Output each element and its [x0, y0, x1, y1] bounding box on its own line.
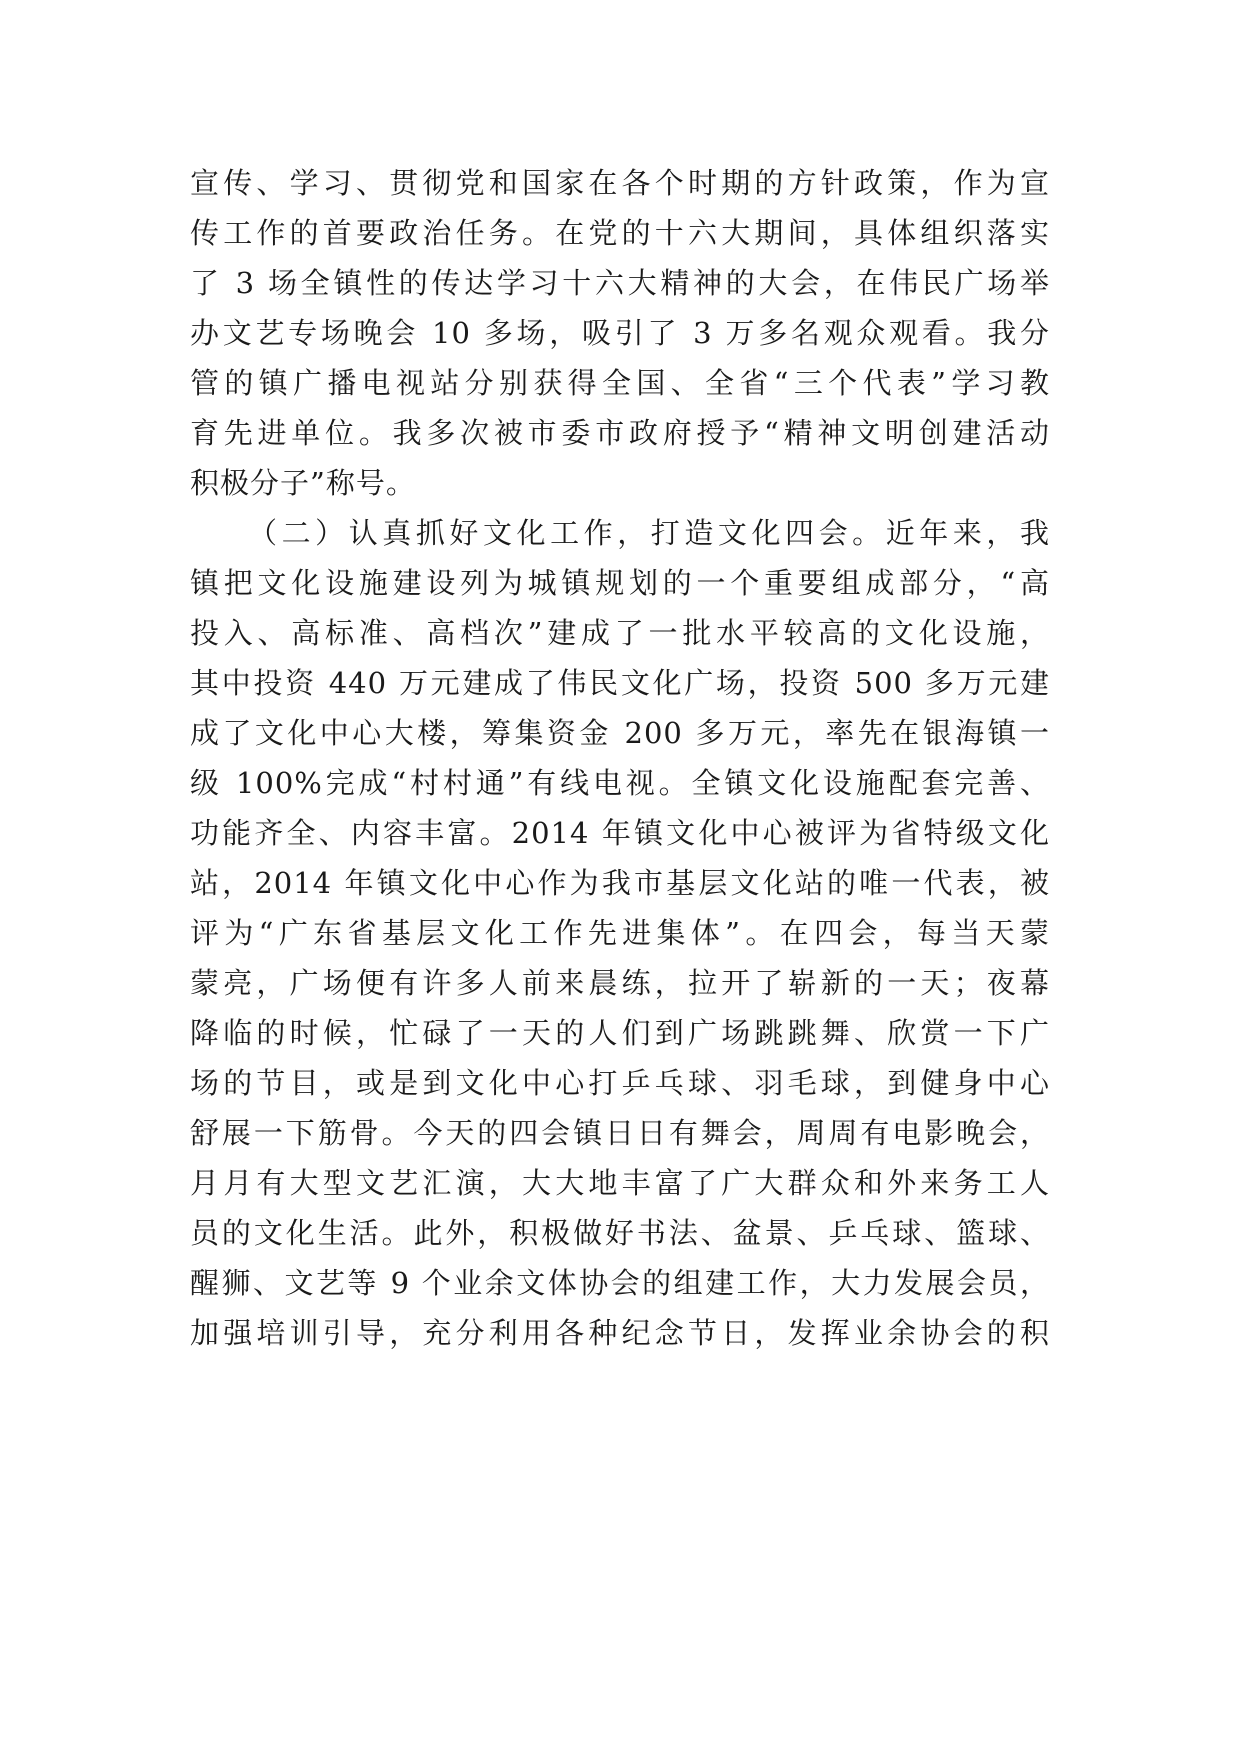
text-line: 积极分子”称号。	[190, 466, 416, 500]
text-line: 管的镇广播电视站分别获得全国、全省“三个代表”学习教	[190, 366, 1050, 400]
text-line: 醒狮、文艺等 9 个业余文体协会的组建工作，大力发展会员，	[190, 1266, 1050, 1300]
text-line: 舒展一下筋骨。今天的四会镇日日有舞会，周周有电影晚会，	[190, 1116, 1050, 1150]
body-text	[190, 158, 1050, 1358]
text-line: 其中投资 440 万元建成了伟民文化广场，投资 500 多万元建	[190, 666, 1050, 700]
text-line: 镇把文化设施建设列为城镇规划的一个重要组成部分，“高	[190, 566, 1050, 600]
section-heading-line: （二）认真抓好文化工作，打造文化四会。近年来，我	[248, 516, 1050, 550]
text-line: 成了文化中心大楼，筹集资金 200 多万元，率先在银海镇一	[190, 716, 1050, 750]
text-line: 站，2014 年镇文化中心作为我市基层文化站的唯一代表，被	[190, 866, 1050, 900]
text-line: 员的文化生活。此外，积极做好书法、盆景、乒乓球、篮球、	[190, 1216, 1050, 1250]
text-line: 降临的时候，忙碌了一天的人们到广场跳跳舞、欣赏一下广	[190, 1016, 1050, 1050]
text-line: 加强培训引导，充分利用各种纪念节日，发挥业余协会的积	[190, 1316, 1050, 1350]
text-line: 蒙亮，广场便有许多人前来晨练，拉开了崭新的一天；夜幕	[190, 966, 1050, 1000]
text-line: 功能齐全、内容丰富。2014 年镇文化中心被评为省特级文化	[190, 816, 1050, 850]
text-line: 育先进单位。我多次被市委市政府授予“精神文明创建活动	[190, 416, 1050, 450]
text-line: 投入、高标准、高档次”建成了一批水平较高的文化设施，	[190, 616, 1050, 650]
text-line: 办文艺专场晚会 10 多场，吸引了 3 万多名观众观看。我分	[190, 316, 1050, 350]
text-line: 级 100%完成“村村通”有线电视。全镇文化设施配套完善、	[190, 766, 1050, 800]
text-line: 传工作的首要政治任务。在党的十六大期间，具体组织落实	[190, 216, 1050, 250]
text-line: 评为“广东省基层文化工作先进集体”。在四会，每当天蒙	[190, 916, 1050, 950]
text-line: 宣传、学习、贯彻党和国家在各个时期的方针政策，作为宣	[190, 166, 1050, 200]
text-line: 月月有大型文艺汇演，大大地丰富了广大群众和外来务工人	[190, 1166, 1050, 1200]
text-line: 场的节目，或是到文化中心打乒乓球、羽毛球，到健身中心	[190, 1066, 1050, 1100]
text-line: 了 3 场全镇性的传达学习十六大精神的大会，在伟民广场举	[190, 266, 1050, 300]
